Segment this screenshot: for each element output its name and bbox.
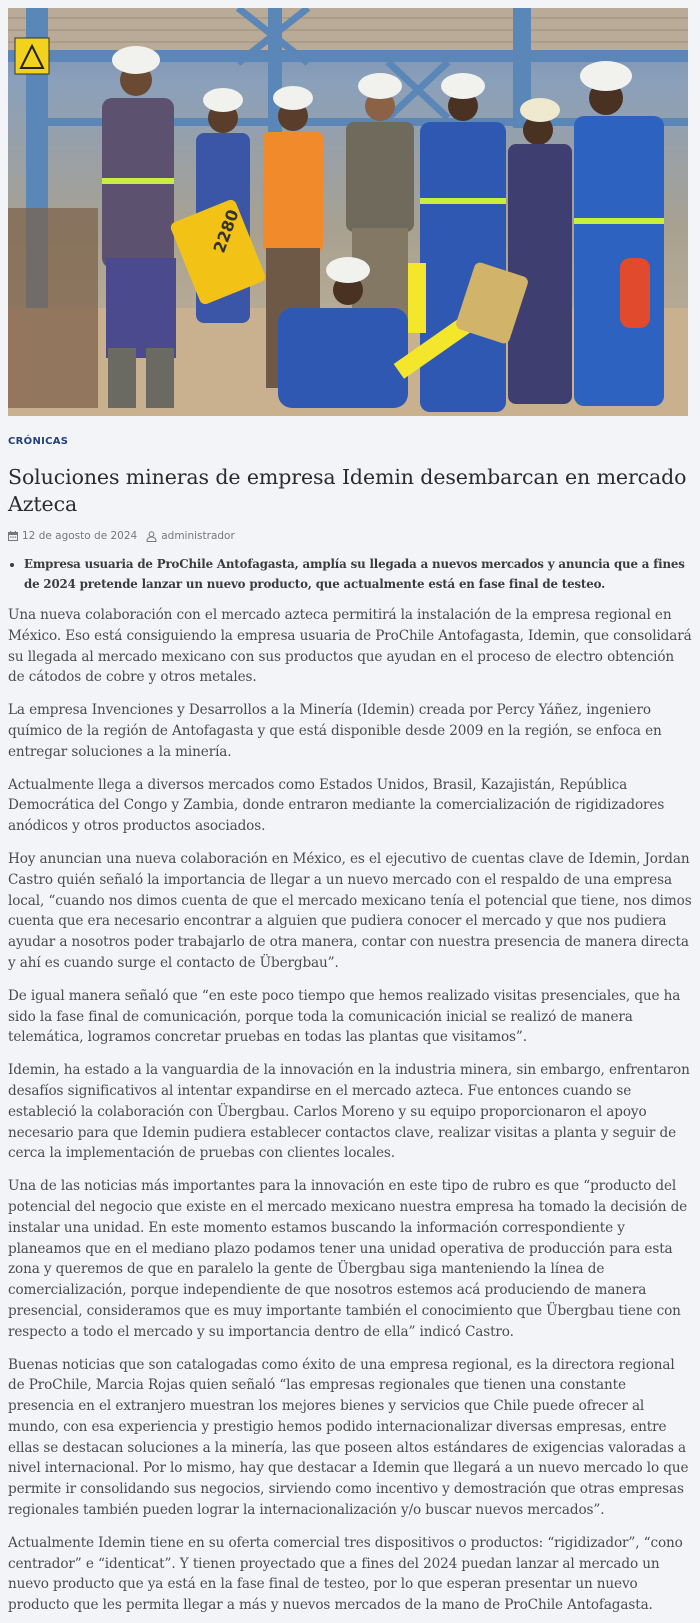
user-icon	[146, 531, 157, 542]
paragraph: Una de las noticias más importantes para la innovación en este tipo de rubro es que “producto del potencial del negocio que existe en el mercado mexicano nuestra empresa ha tomado la decisión de instalar una unidad. En este momento estamos buscando la información correspondiente y planeamos que en el mediano plazo podamos tener una unidad operativa de producción para esta zona y queremos de que en paralelo la gente de Übergbau siga manteniendo la línea de comercialización, porque independiente de que nosotros estemos acá produciendo de manera presencial, consideramos que es muy importante también el conocimiento que Übergbau tiene con respecto a todo el mercado y su importancia dentro de ella” indicó Castro.	[8, 1178, 688, 1340]
paragraph: Buenas noticias que son catalogadas como éxito de una empresa regional, es la directora regional de ProChile, Marcia Rojas quien señaló “las empresas regionales que tienen una constante presencia en el extranjero muestran los mejores bienes y servicios que Chile puede ofrecer al mundo, con esa experiencia y prestigio hemos podido internacionalizar diversas empresas, entre ellas se destacan soluciones a la minería, las que poseen altos estándares de exigencias valoradas a nivel internacional. Por lo mismo, hay que destacar a Idemin que llegará a un nuevo mercado lo que permite ir consolidando sus negocios, sirviendo como incentivo y demostración que otras empresas regionales también pueden lograr la internacionalización y/o buscar nuevos mercados”.	[8, 1356, 689, 1519]
author-meta[interactable]	[146, 530, 235, 542]
article-date: 12 de agosto de 2024	[22, 530, 138, 542]
summary-list	[8, 554, 692, 594]
paragraph: Actualmente llega a diversos mercados como Estados Unidos, Brasil, Kazajistán, República Democrática del Congo y Zambia, donde entraron mediante la comercialización de rigidizadores anódicos y otros productos asociados.	[8, 776, 665, 835]
paragraph: Una nueva colaboración con el mercado azteca permitirá la instalación de la empresa regional en México. Eso está consiguiendo la empresa usuaria de ProChile Antofagasta, Idemin, que consolidará su llegada al mercado mexicano con sus productos que ayudan en el proceso de electro obtención de cátodos de cobre y otros metales.	[8, 607, 692, 686]
category-label[interactable]: CRÓNICAS	[8, 436, 69, 447]
bag-label: 2280	[209, 207, 243, 256]
article-meta	[8, 530, 692, 542]
summary-item: • Empresa usuaria de ProChile Antofagasta, amplía su llegada a nuevos mercados y anuncia que a fines de 2024 pretende lanzar un nuevo producto, que actualmente está en fase final de testeo.	[24, 554, 692, 594]
paragraph: Actualmente Idemin tiene en su oferta comercial tres dispositivos o productos: “rigidizador”, “cono centrador” e “identicat”. Y tienen proyectado que a fines del 2024 puedan lanzar al mercado un nuevo producto que ya está en la fase final de testeo, por lo que esperan presentar un nuevo producto que les permita llegar a más y nuevos mercados de la mano de ProChile Antofagasta.	[8, 1534, 683, 1614]
article-title: Soluciones mineras de empresa Idemin desembarcan en mercado Azteca	[8, 465, 687, 516]
calendar-icon	[8, 531, 18, 541]
paragraph: La empresa Invenciones y Desarrollos a la Minería (Idemin) creada por Percy Yáñez, ingeniero químico de la región de Antofagasta y que está disponible desde 2009 en la región, se enfoca en entregar soluciones a la minería.	[8, 702, 662, 760]
hero-image	[8, 8, 688, 416]
article-author[interactable]: administrador	[161, 530, 235, 542]
date-meta	[8, 530, 137, 542]
paragraph: Hoy anuncian una nueva colaboración en México, es el ejecutivo de cuentas clave de Idemin, Jordan Castro quién señaló la importancia de llegar a un nuevo mercado con el respaldo de una empresa local, “cuando nos dimos cuenta de que el mercado mexicano tenía el potencial que tiene, nos dimos cuenta que era necesario encontrar a alguien que pudiera conocer el mercado y que nos pudiera ayudar a nosotros poder trabajarlo de otra manera, contar con nuestra presencia de manera directa y ahí es cuando surge el contacto de Übergbau”.	[8, 850, 692, 971]
paragraph: De igual manera señaló que “en este poco tiempo que hemos realizado visitas presenciales, que ha sido la fase final de comunicación, porque toda la comunicación inicial se realizó de manera telemática, logramos concretar pruebas en todas las plantas que visitamos”.	[8, 987, 681, 1046]
article-body	[8, 605, 692, 1616]
paragraph: Idemin, ha estado a la vanguardia de la innovación en la industria minera, sin embargo, enfrentaron desafíos significativos al intentar expandirse en el mercado azteca. Fue entonces cuando se estableció la colaboración con Übergbau. Carlos Moreno y su equipo proporcionaron el apoyo necesario para que Idemin pudiera establecer contactos clave, realizar visitas a planta y seguir de cerca la implementación de pruebas con clientes locales.	[8, 1062, 690, 1162]
